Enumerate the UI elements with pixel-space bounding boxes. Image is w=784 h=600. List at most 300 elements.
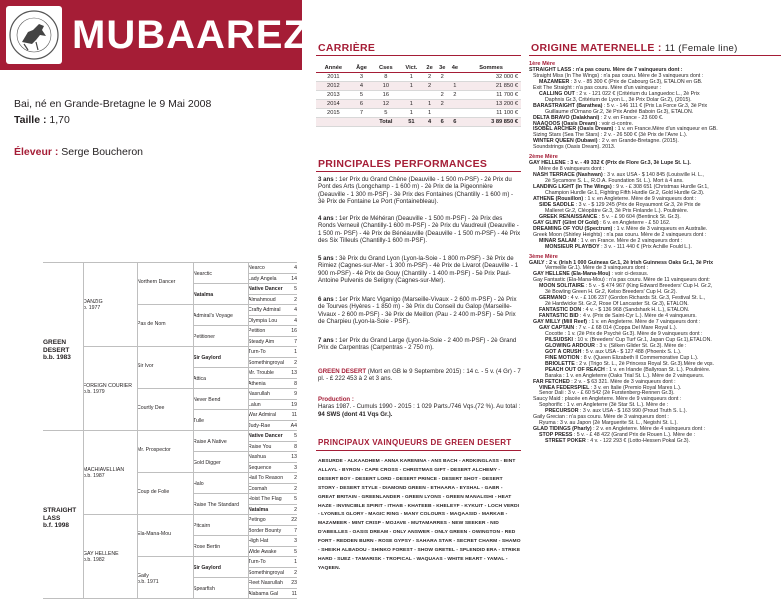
g5-family-number: 3: [294, 538, 297, 544]
g4-name: Sir Gaylord: [193, 564, 221, 571]
pedigree-g3: [137, 514, 193, 556]
g4-name: Petitioner: [193, 333, 215, 340]
career-cell: 13 200 €: [461, 100, 521, 109]
career-cell: 4: [351, 82, 372, 91]
g5-name: Native Dancer: [248, 286, 283, 292]
g3-name: Pas de Nom: [137, 321, 166, 327]
maternal-generation-heading: 1ère Mère: [529, 61, 556, 67]
g3-name: Coup de Folie: [137, 489, 170, 495]
maternal-horse-name: GAY MILLY (Mill Reef): [533, 319, 587, 326]
g5-family-number: 11: [291, 590, 297, 597]
pedigree-g5: [248, 262, 297, 273]
career-row: [316, 100, 521, 109]
g5-family-number: 11: [291, 412, 297, 418]
maternal-horse-name: STRAIGHT LASS: [529, 66, 572, 73]
parent-born: b.b. 1983: [43, 354, 71, 361]
maternal-title-text: ORIGINE MATERNELLE :: [531, 42, 662, 54]
pedigree-g5: [248, 535, 297, 546]
maternal-line: FANTASTIC BID : 4 v. (Prix de Saint-Cyr L.). Mère de 4 vainqueurs.: [539, 313, 697, 320]
maternal-lines: [529, 62, 781, 445]
g5-name: Petition: [248, 328, 266, 334]
career-cell: 1: [399, 100, 423, 109]
perf-text: 1er Prix Marc Viganigo (Marseille-Vivaux - 2 600 m-PSF) - 2è Prix de Tourves (Hyères - 1 850 m) - 3è Prix du Conseil du Galop (Marseille-Vivaux - 2 600 m-PSF) - 3è Prix de Meillon (Pau - 2 400 m-PSF) - 5è Prix de Charpieu (Lyon-la-Soie - PSF).: [318, 296, 517, 325]
maternal-line: BRIOLETTE : 2 v. (Trigo St. L., 2è Princess Royal St. Gr.3).Mère de vqs.: [545, 360, 714, 367]
perf-7ans: [318, 337, 521, 352]
pedigree-g4: [193, 577, 248, 598]
g3-name: Mr. Prospector: [137, 447, 171, 453]
career-row: [316, 91, 521, 100]
g4-name: Tulle: [193, 417, 205, 424]
g4-name: Raise A Native: [193, 438, 227, 445]
career-cell: [436, 109, 449, 118]
career-row: [316, 109, 521, 118]
pedigree-g4: [193, 493, 248, 514]
maternal-line: NASH TERRACE (Nashwan) : 3 v. aux USA - $ 140 845 (Louisville H. L.,: [533, 172, 704, 179]
green-desert-text: (Mort en GB le 9 Septembre 2015) : 14 c. - 5 v. (4 Gr) - 7 pl. - £ 222 453 à 2 et 3 ans.: [318, 368, 521, 383]
winners-list: ABSURDE - ALKAADHEM - ANNA KARENINA - ANS BACH - ARDKINGLASS - BINT ALLAYL - BYRON - CAPE CROSS - CHRISTMAS GIFT - DESERT ALCHEMY - DESERT BOY - DESERT LORD - DESERT PRINCE - DESERT SHOT - DESERT STORY - DESERT STYLE - DIAMOND GREEN - ETHAARA - EYSHAL - GABR - GREAT BRITAIN - GREENLANDER - GREEN LYONS - GREEN MANALISHI - HEAT HAZE - INVINCIBLE SPIRIT - ITHAB - KHATEEB - KHELEYF - KYKUIT - LOCH VERDI - LYONELS GLORY - MAGIC RING - MANY COLOURS - MAQAASID - MARKAB - MAZAMEER - MINT CRISP - MOJAVE - MUTAMARRES - NEW SEEKER - NID D'ABEILLES - OASIS DREAM - ONLY ANSWER - ONLY GREEN - OWINGTON - RED FORT - REDDEN BURN - ROSE GYPSY - SAHARA STAR - SECRET CHARM - SHAMO - SHEIKH ALBADOU - SHINKO FOREST - SHOW GRETEL - SPLENDID ERA - STRIKE HARD - SUEZ - TAMARISK - TROPICAL - WAQUAAS - WHITE HEART - YAMAL - YAQEEN.: [318, 459, 521, 571]
pedigree-g5: [248, 325, 297, 336]
career-header-cell: 3e: [436, 64, 449, 73]
perf-text: 1er Prix de Méhéran (Deauville - 1 500 m-PSF) - 2è Prix des Ronds Verneuil (Chantilly-1 600 m-PSF) - 2è Prix du Vaudreuil (Deauville - 1 500 m- PSF) - 4è Prix de Bénéauville (Deauville - 1 500 m-PSF) - 4è Prix des Six Tilleuls (Chantilly-1 600 m-PSF).: [318, 215, 521, 244]
pedigree-table: [43, 262, 297, 598]
title-banner: [0, 0, 309, 70]
maternal-line: Vermeille Gr.1). Mère de 3 vainqueurs dont :: [545, 265, 649, 272]
g4-name: Admiral's Voyage: [193, 312, 233, 319]
maternal-line: NAAQOOS (Oasis Dream) : voir ci-contre.: [533, 120, 634, 127]
maternal-horse-name: BRIOLETTE: [545, 360, 575, 367]
maternal-generation-heading: 3ème Mère: [529, 253, 558, 260]
g4-name: Gold Digger: [193, 459, 221, 466]
production-label: Production :: [318, 396, 354, 403]
maternal-horse-name: GOT A CRUSH: [545, 348, 582, 355]
pedigree-g4: [193, 430, 248, 451]
maternal-horse-name: LANDING LIGHT (In The Wings): [533, 184, 612, 191]
g5-name: Natalma: [248, 506, 269, 513]
g5-name: High Hat: [248, 538, 269, 544]
g5-family-number: 22: [291, 517, 297, 523]
career-cell: 32 000 €: [461, 73, 521, 82]
pedigree-divider: [137, 262, 138, 598]
maternal-horse-name: GAY HELLENE (Ela-Mana-Mou): [533, 271, 611, 278]
g5-name: Lalun: [248, 401, 261, 408]
pedigree-grandparent: [83, 514, 137, 598]
maternal-horse-name: GERMANO: [539, 295, 567, 302]
pedigree-g5: [248, 357, 297, 368]
g5-name: War Admiral: [248, 412, 277, 418]
perf-label: 7 ans :: [318, 337, 338, 344]
maternal-horse-name: NAAQOOS (Oasis Dream): [533, 120, 598, 127]
pedigree-g3: [137, 346, 193, 388]
maternal-line: GAY MILLY (Mill Reef) : 1 v. en Angleterre. Mère de 7 vainqueurs dont :: [533, 319, 701, 326]
maternal-horse-name: NASH TERRACE (Nashwan): [533, 172, 603, 179]
maternal-line: Sophorific : 1 v. en Angleterre (3è Star St. L.). Mère de :: [539, 402, 669, 409]
breeder-value: Serge Boucheron: [61, 146, 144, 158]
performances-title: PRINCIPALES PERFORMANCES: [318, 158, 488, 170]
g4-name: Spearfish: [193, 585, 215, 592]
pedigree-g5: [248, 409, 297, 420]
maternal-line: FAR FETCHED : 2 v. - $ 63 321. Mère de 3 vainqueurs dont :: [533, 378, 676, 385]
pedigree-divider: [248, 262, 249, 598]
career-cell: 2: [436, 100, 449, 109]
career-underline: [316, 55, 521, 56]
career-header-row: [316, 64, 521, 73]
g5-name: Lady Angela: [248, 275, 277, 282]
career-table: [316, 64, 521, 127]
maternal-line: Malleret Gr.2, Cléopâtre Gr.3, 3è Prix Finlande L.). Poulinière.: [545, 207, 689, 214]
g5-family-number: 2: [294, 475, 297, 481]
g3-born: b.b. 1971: [137, 579, 159, 585]
perf-3ans: [318, 176, 521, 205]
maternal-horse-name: FANTASTIC DON: [539, 307, 582, 314]
career-cell: 21 850 €: [461, 82, 521, 91]
maternal-line: Soundstrings (Oasis Dream). 2013.: [533, 144, 616, 151]
grandparent-born: b.b. 1982: [83, 557, 105, 563]
maternal-line: GLOWING ARDOUR : 3 v. (Silken Glider St. Gr.3). Mère de :: [545, 342, 687, 349]
maternal-line: Straight Miss (In The Wings) : n'a pas couru. Mère de 3 vainqueurs dont :: [533, 72, 704, 79]
career-cell: 5: [372, 109, 399, 118]
maternal-horse-name: DELTA BRAVO (Dalakhani): [533, 114, 600, 121]
career-cell: 3: [351, 73, 372, 82]
g5-family-number: 13: [291, 454, 297, 460]
pedigree-parent: [43, 430, 83, 598]
g4-name: Never Bend: [193, 396, 221, 403]
g4-name: Rose Bertin: [193, 543, 221, 550]
pedigree-grandparent: [83, 430, 137, 514]
pedigree-g5: [248, 472, 297, 483]
g5-family-number: 2: [294, 569, 297, 576]
g5-name: Sequence: [248, 464, 272, 471]
pedigree-g5: [248, 336, 297, 347]
career-cell: 1: [423, 109, 436, 118]
g5-family-number: 8: [294, 443, 297, 450]
g5-name: Turn-To: [248, 349, 266, 355]
career-cell: [423, 91, 436, 100]
career-cell: 2014: [316, 100, 351, 109]
g5-name: Olympia Lou: [248, 317, 278, 324]
pedigree-g3: [137, 430, 193, 472]
grandparent-name: GAY HELLENE: [83, 551, 119, 557]
g5-name: Nearco: [248, 265, 265, 271]
career-header-cell: Vict.: [399, 64, 423, 73]
maternal-generation-heading: 2ème Mère: [529, 154, 558, 161]
pedigree-g4: [193, 283, 248, 304]
perf-label: 3 ans :: [318, 176, 338, 183]
pedigree-divider: [193, 262, 194, 598]
career-cell: 8: [372, 73, 399, 82]
career-cell: [449, 100, 462, 109]
g5-name: Crafty Admiral: [248, 307, 281, 313]
maternal-horse-name: FANTASTIC BID: [539, 313, 579, 320]
maternal-line: Daphnis Gr.3, Critérium de Lyon L., 3è Prix Dolar Gr.2), (2015).: [545, 96, 692, 103]
career-cell: 3 89 850 €: [461, 118, 521, 127]
maternal-line: GAILY : 2 v. (Irish 1 000 Guineas Gr.1, 2è Irish Guinness Oaks Gr.1, 3è Prix: [529, 259, 714, 266]
career-header-cell: 2e: [423, 64, 436, 73]
breeder-info: [14, 146, 143, 158]
perf-text: 1er Prix du Grand Chêne (Deauville - 1 500 m-PSF) - 2è Prix du Pont des Arts (Longchamp - 1 600 m) - 2è Prix de la Pigeonnière (Deauville - 1 300 m-PSF) - 3è Prix des Fontaines (Chantilly - 1 600 m) - 3è Prix de Fontaine Le Port (Fontainebleau).: [318, 176, 514, 205]
maternal-horse-name: GAY GLINT (Glint Of Gold): [533, 219, 599, 226]
g5-name: Judy-Rae: [248, 422, 271, 429]
parent-name: STRAIGHT LASS: [43, 507, 77, 522]
pedigree-g5: [248, 315, 297, 326]
maternal-horse-name: GAILY: [529, 259, 545, 266]
perf-5ans: [318, 255, 521, 284]
grandparent-name: MACHIAVELLIAN: [83, 467, 125, 473]
career-cell: [449, 73, 462, 82]
career-cell: 2: [436, 91, 449, 100]
career-cell: [399, 91, 423, 100]
perf-text: 1er Prix du Grand Large (Lyon-la-Soie - 2 400 m-PSF) - 2è Grand Prix de Carpentras (Carpentras - 2 750 m).: [318, 337, 517, 352]
maternal-horse-name: SIDE SADDLE: [539, 201, 575, 208]
maternal-horse-name: GLAD TIDINGS (Pharly): [533, 426, 592, 433]
career-cell: [449, 109, 462, 118]
pedigree-g5: [248, 388, 297, 399]
g5-name: Somethingroyal: [248, 569, 285, 576]
pedigree-g5: [248, 441, 297, 452]
pedigree-g3: [137, 262, 193, 304]
pedigree-g4: [193, 346, 248, 367]
g5-family-number: 7: [294, 527, 297, 534]
career-cell: Total: [372, 118, 399, 127]
pedigree-divider: [83, 262, 84, 598]
pedigree-grandparent: [83, 346, 137, 430]
g5-family-number: 1: [294, 559, 297, 565]
maternal-line: STRAIGHT LASS : n'a pas couru. Mère de 7 vainqueurs dont :: [529, 66, 683, 73]
career-header-cell: Âge: [351, 64, 372, 73]
g5-family-number: 4: [294, 317, 297, 324]
g3-name: Gaily: [137, 573, 149, 579]
g5-name: Petingo: [248, 517, 266, 523]
maternal-line: Baraka : 1 v. en Angleterre (Oaks Trial St. L.). Mère de 2 vainqueurs.: [545, 372, 705, 379]
g3-name: Ela-Mana-Mou: [137, 531, 172, 537]
g5-name: Steady Aim: [248, 338, 275, 345]
pedigree-g4: [193, 451, 248, 472]
maternal-line: 2è Sycamore S. L., R.O.A. Foundation St. L.). Mort à 4 ans.: [545, 178, 684, 185]
production-total: 94 SWS (dont 41 Vqs Gr.).: [318, 410, 393, 418]
maternal-line: VINEA FEDERSPIEL : 3 v. en Italie (Premio Royal Mares L.).: [539, 384, 682, 391]
career-cell: [316, 118, 351, 127]
g5-name: Nasrullah: [248, 391, 270, 397]
grandparent-born: b.b. 1979: [83, 389, 105, 395]
maternal-line: Mère de 8 vainqueurs dont :: [539, 166, 605, 173]
g5-family-number: A4: [290, 422, 297, 429]
maternal-line: MONSIEUR PLAYBOY : 3 v. - 111 440 € (Prix Achille Fould L.).: [545, 243, 692, 250]
height-label: Taille :: [14, 114, 47, 126]
g5-family-number: 8: [294, 380, 297, 387]
height-info: [14, 114, 70, 126]
career-row: [316, 82, 521, 91]
maternal-line: Ryuma : 3 v. au Japon (2è Marguerite St. L., Negishi St. L.).: [539, 420, 678, 427]
height-value: 1,70: [49, 114, 70, 126]
maternal-subtitle: 11 (Female line): [664, 43, 738, 54]
g5-name: Native Dancer: [248, 433, 283, 439]
career-cell: [351, 118, 372, 127]
pedigree-g4: [193, 325, 248, 346]
maternal-line: Sizing Stars (Sea The Stars) : 2 v. - 26 500 € (3è Prix de l'Avre L.).: [533, 132, 688, 139]
g5-family-number: 7: [294, 338, 297, 345]
career-row: [316, 118, 521, 127]
pedigree-g5: [248, 430, 297, 441]
g4-name: Sir Gaylord: [193, 354, 221, 361]
pedigree-g5: [248, 451, 297, 462]
maternal-horse-name: MINAR SALAM: [539, 237, 577, 244]
pedigree-g5: [248, 346, 297, 357]
g5-family-number: 5: [294, 286, 297, 292]
perf-6ans: [318, 296, 521, 325]
career-cell: 2012: [316, 82, 351, 91]
production-block: [318, 396, 521, 418]
maternal-line: Cocotte : 1 v. (2è Prix de Psyché Gr.3). Mère de 9 vainqueurs dont :: [545, 330, 703, 337]
maternal-line: DREAMING OF YOU (Spectrum) : 1 v. Mère de 3 vainqueurs en Australie.: [533, 225, 708, 232]
pedigree-g4: [193, 409, 248, 430]
performances-underline: [316, 171, 521, 172]
g5-name: Turn-To: [248, 559, 266, 565]
breeder-label: Éleveur :: [14, 146, 59, 158]
g5-name: Mr. Trouble: [248, 370, 274, 376]
career-cell: 1: [449, 82, 462, 91]
maternal-horse-name: STREET POKER: [545, 438, 586, 445]
maternal-horse-name: PILSUDSKI: [545, 336, 574, 343]
career-cell: 2: [423, 73, 436, 82]
production-text: Haras 1987. - Cumuls 1990 - 2015 : 1 029 Parts./746 Vqs.(72 %). Au total :: [318, 403, 521, 411]
g4-name: Nearctic: [193, 270, 213, 277]
maternal-horse-name: PRECURSOR: [545, 408, 579, 415]
maternal-line: GAY HELLENE : 3 v. - 49 332 € (Prix de Flore Gr.3, 3è Lupe St. L.).: [529, 160, 691, 167]
maternal-horse-name: GAY CAPTAIN: [539, 324, 575, 331]
parent-born: b.f. 1998: [43, 522, 70, 529]
career-header-cell: 4e: [449, 64, 462, 73]
maternal-horse-name: GLOWING ARDOUR: [545, 342, 595, 349]
maternal-line: Saucy Maid : placée en Angleterre. Mère de 9 vainqueurs dont :: [533, 396, 682, 403]
pedigree-g4: [193, 514, 248, 535]
birth-info: Bai, né en Grande-Bretagne le 9 Mai 2008: [14, 98, 212, 110]
maternal-line: Champion Hurdle Gr.1, Fighting Fifth Hurdle Gr.2, Gold Hurdle Gr.3).: [545, 190, 705, 197]
career-cell: 2015: [316, 109, 351, 118]
green-desert-label: GREEN DESERT: [318, 368, 367, 375]
maternal-line: GAY CAPTAIN : 7 v. - £ 68 014 (Coppa Del Mare Royal L.).: [539, 324, 678, 331]
maternal-title: [531, 42, 738, 54]
pedigree-g4: [193, 556, 248, 577]
maternal-line: PEACH OUT OF REACH : 1 v. en Irlande (Ballyroan St. L.). Poulinière.: [545, 366, 711, 373]
g5-name: Raise You: [248, 443, 272, 450]
maternal-line: CALLING OUT : 2 v. - 121 022 € (Critérium du Languedoc L., 2è Prix: [539, 90, 700, 97]
g5-name: Somethingroyal: [248, 359, 285, 366]
perf-text: 3è Prix du Grand Lyon (Lyon-la-Soie - 1 800 m-PSF) - 3è Prix de Rimiez (Cagnes-sur-Mer - 1 300 m-PSF) - 4è Prix de Livarot (Deauville - 1 900 m-PSF) - 4è Prix de Gouy (Chantilly - 1 400 m-PSF) - 5è Prix Paul-Antoine Pulvenis de Seligny (Cagnes-sur-Mer).: [318, 255, 519, 284]
maternal-horse-name: VINEA FEDERSPIEL: [539, 384, 590, 391]
g5-name: Border Bounty: [248, 527, 282, 534]
pedigree-g5: [248, 567, 297, 578]
career-header-cell: Année: [316, 64, 351, 73]
g5-family-number: 19: [291, 401, 297, 408]
grandparent-born: b. 1977: [83, 305, 101, 311]
grandparent-born: b.b. 1987: [83, 473, 105, 479]
career-cell: 7: [351, 109, 372, 118]
career-cell: [436, 82, 449, 91]
g4-name: Halo: [193, 480, 204, 487]
pedigree-g5: [248, 588, 297, 599]
pedigree-g4: [193, 304, 248, 325]
g5-name: Cosmah: [248, 485, 268, 492]
grandparent-name: DANZIG: [83, 299, 103, 305]
pedigree-g5: [248, 504, 297, 515]
g5-name: Almahmoud: [248, 296, 276, 303]
g3-name: Northern Dancer: [137, 279, 176, 285]
maternal-line: Greek Moon (Shirley Heights) : n'a pas couru. Mère de 2 vainqueurs dont :: [533, 231, 707, 238]
career-cell: 1: [399, 109, 423, 118]
horse-name: MUBAAREZ: [72, 13, 309, 57]
maternal-line: 3è Bowling Green H. Gr.2, Kelso Breeders' Cup H. Gr.2).: [545, 289, 678, 296]
career-row: [316, 73, 521, 82]
career-cell: 1: [399, 73, 423, 82]
maternal-line: GOT A CRUSH : 5 v. aux USA - $ 127 488 (Phoenix S. L.).: [545, 348, 682, 355]
maternal-horse-name: MONSIEUR PLAYBOY: [545, 243, 600, 250]
maternal-line: PRECURSOR : 3 v. aux USA - $ 163 990 (Proud Truth S. L.).: [545, 408, 688, 415]
pedigree-g4: [193, 262, 248, 283]
pedigree-g5: [248, 483, 297, 494]
pedigree-g5: [248, 462, 297, 473]
career-cell: 6: [436, 118, 449, 127]
g5-family-number: 5: [294, 548, 297, 555]
maternal-horse-name: ATHENE (Rousillon): [533, 195, 584, 202]
g5-family-number: 2: [294, 359, 297, 366]
pedigree-bottom-border: [43, 598, 297, 599]
g5-family-number: 14: [291, 275, 297, 282]
pedigree-g5: [248, 514, 297, 525]
maternal-line: WINTER QUEEN (Dubawi) : 2 v. en Grande-Bretagne. (2015).: [533, 138, 679, 145]
pedigree-g3: [137, 304, 193, 346]
pedigree-g5: [248, 294, 297, 305]
g4-name: Attica: [193, 375, 206, 382]
pedigree-g5: [248, 273, 297, 284]
pedigree-g5: [248, 577, 297, 588]
maternal-horse-name: CALLING OUT: [539, 90, 575, 97]
maternal-line: Gaily Grecian : n'a pas couru. Mère de 3 vainqueurs dont :: [533, 414, 669, 421]
perf-label: 4 ans :: [318, 215, 338, 222]
maternal-line: MAZAMEER : 3 v. - 85 300 € (Prix de Cabourg Gr.3), ETALON en GB.: [539, 78, 703, 85]
g4-name: Raise The Standard: [193, 501, 240, 508]
pedigree-parent: [43, 262, 83, 430]
g5-family-number: 23: [291, 580, 297, 586]
maternal-line: STOP PRESS : 5 v. - £ 48 422 (Grand Prix de Rouen L.). Mère de :: [539, 432, 696, 439]
maternal-line: DELTA BRAVO (Dalakhani) : 2 v. en France - 23 600 €.: [533, 114, 664, 121]
g5-family-number: 1: [294, 349, 297, 355]
career-cell: 16: [372, 91, 399, 100]
g3-name: Sir Ivor: [137, 363, 154, 369]
career-header-cell: Sommes: [461, 64, 521, 73]
maternal-horse-name: FINE MOTION: [545, 354, 580, 361]
maternal-horse-name: STOP PRESS: [539, 432, 573, 439]
g5-name: Hail To Reason: [248, 475, 284, 481]
g5-family-number: 4: [294, 307, 297, 313]
maternal-line: FINE MOTION : 8 v. (Queen Elizabeth II Commemorative Cup L.).: [545, 354, 699, 361]
maternal-horse-name: DREAMING OF YOU (Spectrum): [533, 225, 613, 232]
maternal-line: Guillaume d'Ornano Gr.2, 3è Prix André Baboin Gr.3), ETALON.: [545, 108, 694, 115]
pedigree-grandparent: [83, 262, 137, 346]
maternal-line: Gay Fantastic (Ela-Mana-Mou) : n'a pas couru. Mère de 11 vainqueurs dont:: [533, 277, 710, 284]
maternal-line: MOON SOLITAIRE : 5 v. - $ 474 967 (King Edward Breeders' Cup H. Gr.2,: [539, 283, 713, 290]
maternal-line: GREEK RENAISSANCE : 5 v. - £ 90 604 (Bentinck St. Gr.3).: [539, 213, 681, 220]
career-cell: 12: [372, 100, 399, 109]
pedigree-g4: [193, 367, 248, 388]
maternal-horse-name: WINTER QUEEN (Dubawi): [533, 138, 598, 145]
maternal-line: 2è Hardwicke St. Gr.2, Rose Of Lancaster St. Gr.3), ETALON.: [545, 301, 689, 308]
g5-name: Alabama Gal: [248, 590, 278, 597]
maternal-line: GLAD TIDINGS (Pharly) : 2 v. en Angleterre. Mère de 4 vainqueurs dont :: [533, 426, 706, 433]
pedigree-g3: [137, 472, 193, 514]
maternal-line: GERMANO : 4 v. - £ 106 237 (Gordon Richards St. Gr.3, Festival St. L.,: [539, 295, 706, 302]
g4-name: Pitcairn: [193, 522, 211, 529]
g5-family-number: 3: [294, 464, 297, 471]
pedigree-g4: [193, 472, 248, 493]
